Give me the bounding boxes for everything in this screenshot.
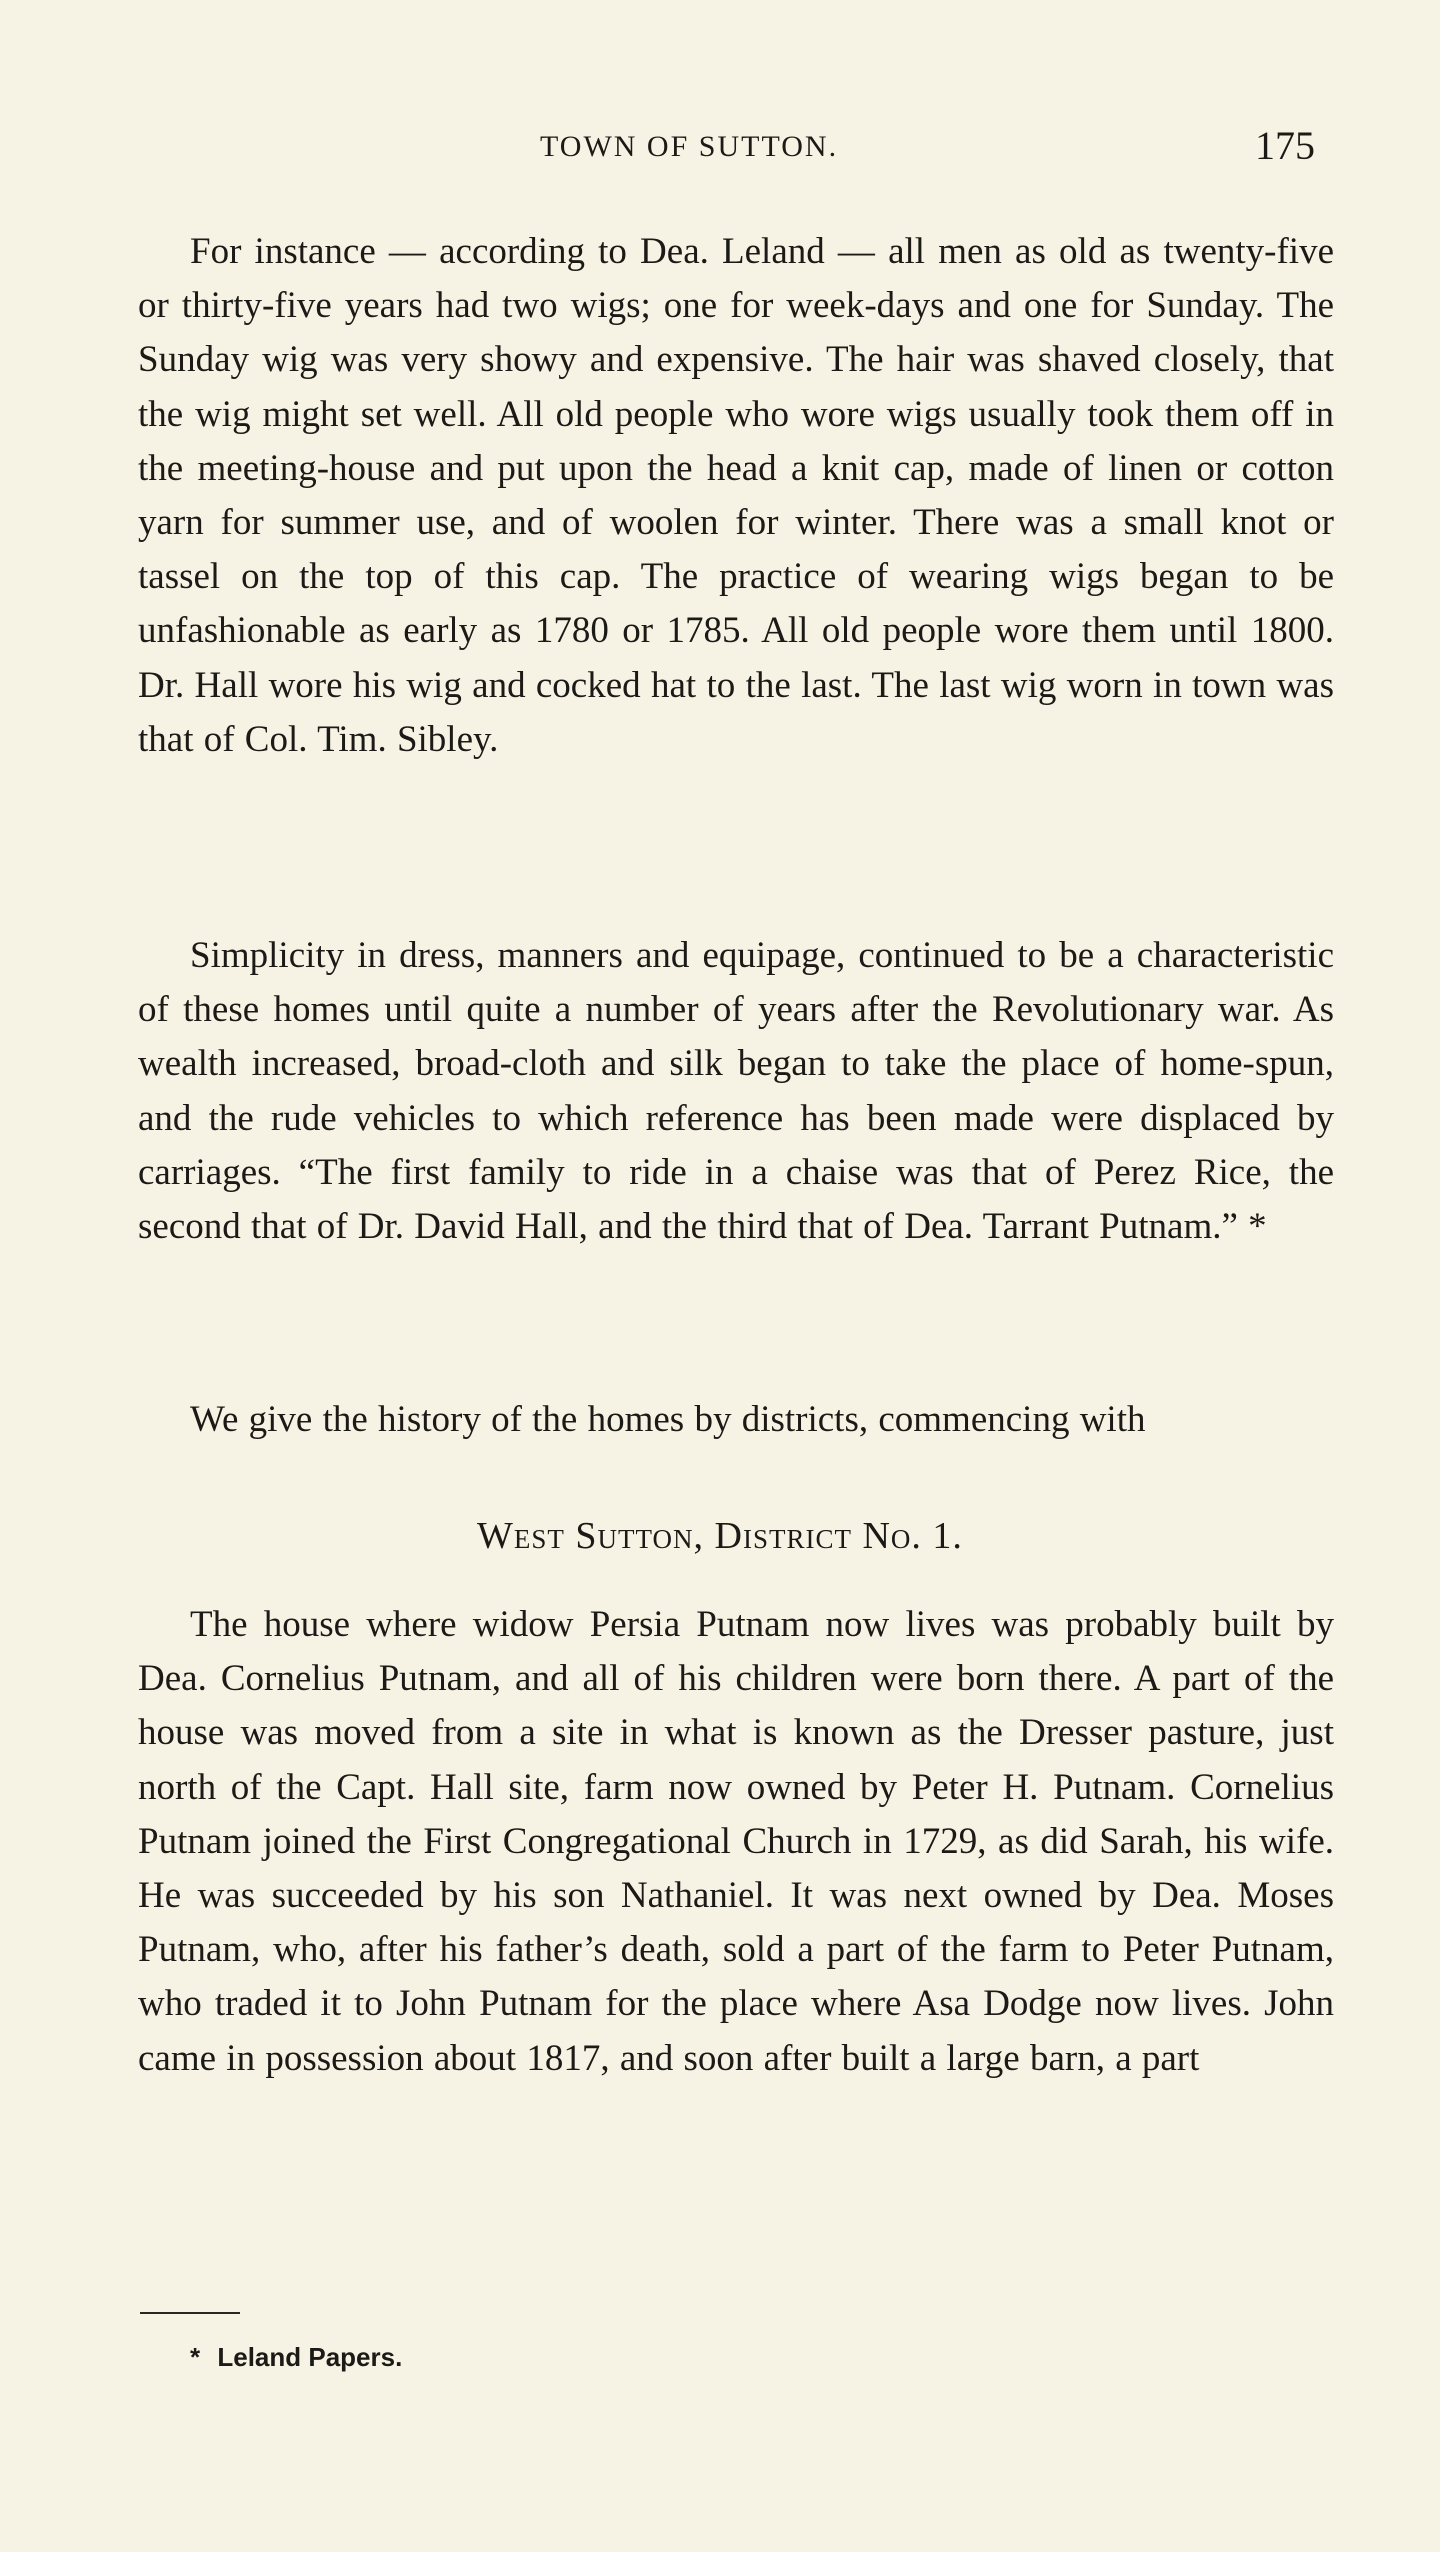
paragraph-putnam-house: The house where widow Persia Putnam now lives was probably built by Dea. Cornelius Putnam, and all of his children were born there. A part of the house was moved from a site in what is known as the Dresser pasture, just north of the Capt. Hall site, farm now owned by Peter H. Putnam. Cornelius Putnam joined the First Congregational Church in 1729, as did Sarah, his wife. He was succeeded by his son Nathaniel. It was next owned by Dea. Moses Putnam, who, after his father’s death, sold a part of the farm to Peter Putnam, who traded it to John Putnam for the place where Asa Dodge now lives. John came in possession about 1817, and soon after built a large barn, a part [138, 1604, 1334, 2079]
section-heading [0, 1514, 1440, 1558]
paragraph-districts-intro: We give the history of the homes by districts, commencing with [190, 1399, 1146, 1440]
footnote-divider [140, 2312, 240, 2314]
page-header [140, 123, 1315, 174]
section-heading-text: West Sutton, District No. 1. [477, 1515, 963, 1557]
page-number: 175 [1255, 123, 1315, 168]
paragraph-wigs: For instance — according to Dea. Leland — all men as old as twenty-five or thirty-five years had two wigs; one for week-days and one for Sunday. The Sunday wig was very showy and expensive. The hair was shaved closely, that the wig might set well. All old people who wore wigs usually took them off in the meeting-house and put upon the head a knit cap, made of linen or cotton yarn for summer use, and of woolen for winter. There was a small knot or tassel on the top of this cap. The practice of wearing wigs began to be unfashionable as early as 1780 or 1785. All old people wore them until 1800. Dr. Hall wore his wig and cocked hat to the last. The last wig worn in town was that of Col. Tim. Sibley. [138, 231, 1334, 760]
footnote-text: Leland Papers. [217, 2342, 403, 2372]
footnote-mark: * [190, 2342, 201, 2372]
running-head: TOWN OF SUTTON. [540, 130, 839, 163]
footnote [190, 2342, 402, 2373]
paragraph-simplicity: Simplicity in dress, manners and equipage, continued to be a characteristic of these homes until quite a number of years after the Revolutionary war. As wealth increased, broad-cloth and silk began to take the place of home-spun, and the rude vehicles to which reference has been made were displaced by carriages. “The first family to ride in a chaise was that of Perez Rice, the second that of Dr. David Hall, and the third that of Dea. Tarrant Putnam.” * [138, 935, 1334, 1248]
